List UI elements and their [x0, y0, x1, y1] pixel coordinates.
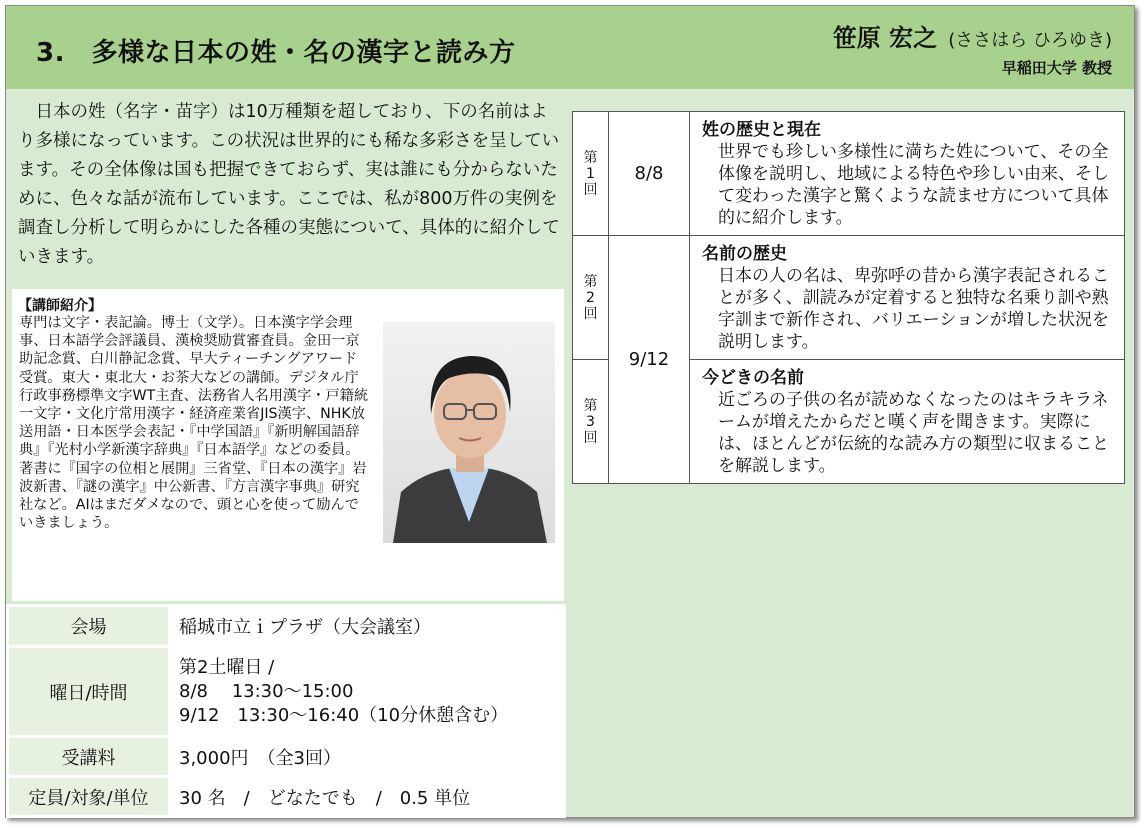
session-number [573, 112, 609, 236]
bio-heading: 【講師紹介】 [18, 298, 102, 314]
fee-label: 受講料 [8, 737, 170, 777]
lecturer-bio [12, 289, 564, 601]
course-flyer [5, 5, 1135, 818]
session-number-text: 第2回 [583, 273, 598, 322]
session-date: 8/8 [609, 112, 690, 236]
course-intro [18, 98, 563, 272]
lecturer-kana: (ささはら ひろゆき) [948, 30, 1112, 51]
course-info-table [6, 604, 566, 818]
session-body: 日本の人の名は、卑弥呼の昔から漢字表記されることが多く、訓読みが定着すると独特な名乗り訓や熟字訓まで新作され、バリエーションが増した状況を説明します。 [718, 266, 1109, 352]
session-description [690, 236, 1125, 360]
time-line: 8/8 13:30～15:00 [179, 680, 354, 702]
session-title: 今どきの名前 [702, 368, 804, 388]
session-number-text: 第1回 [583, 149, 598, 198]
time-line: 第2土曜日 / [179, 656, 275, 678]
session-body: 世界でも珍しい多様性に満ちた姓について、その全体像を説明し、地域による特色や珍しい由来、そして変わった漢字と驚くような読ませ方について具体的に紹介します。 [718, 142, 1109, 228]
time-line: 9/12 13:30～16:40（10分休憩含む） [179, 704, 509, 726]
portrait-image [383, 322, 555, 543]
session-row [573, 112, 1125, 236]
session-body: 近ごろの子供の名が読めなくなったのはキラキラネームが増えたからだと嘆く声を聞きます。実際には、ほとんどが伝統的な読み方の類型に収まることを解説します。 [718, 390, 1109, 476]
lecturer-photo [383, 322, 555, 543]
session-title: 姓の歴史と現在 [702, 120, 821, 140]
time-value [170, 647, 565, 737]
lecturer-name: 笹原 宏之 [832, 24, 938, 52]
session-number [573, 360, 609, 484]
info-row-capacity [8, 777, 565, 817]
session-date: 9/12 [609, 236, 690, 484]
session-title: 名前の歴史 [702, 244, 787, 264]
lecturer-affiliation: 早稲田大学 教授 [1001, 59, 1112, 77]
venue-value: 稲城市立ｉプラザ（大会議室） [170, 606, 565, 647]
session-number [573, 236, 609, 360]
session-number-text: 第3回 [583, 397, 598, 446]
venue-label: 会場 [8, 606, 170, 647]
lecturer-info [833, 18, 1112, 78]
intro-text: 日本の姓（名字・苗字）は10万種類を超しており、下の名前はより多様になっています。この状況は世界的にも稀な多彩さを呈しています。その全体像は国も把握できておらず、実は誰にも分からないために、色々な話が流布しています。ここでは、私が800万件の実例を調査し分析して明らかにした各種の実態について、具体的に紹介していきます。 [18, 102, 560, 267]
session-description [690, 360, 1125, 484]
info-row-venue [8, 606, 565, 647]
session-schedule [572, 111, 1125, 484]
header-bar [6, 6, 1134, 89]
session-row [573, 236, 1125, 360]
info-row-fee [8, 737, 565, 777]
info-row-schedule [8, 647, 565, 737]
bio-text: 専門は文字・表記論。博士（文学）。日本漢字学会理事、日本語学会評議員、漢検奨励賞審査員。金田一京助記念賞、白川静記念賞、早大ティーチングアワード受賞。東大・東北大・お茶大などの講師。デジタル庁行政事務標準文字WT主査、法務省人名用漢字・戸籍統一文字・文化庁常用漢字・経済産業省JIS漢字、NHK放送用語・日本医学会表記・『中学国語』『新明解国語辞典』『光村小学新漢字辞典』『日本語学』などの委員。著書に『国字の位相と展開』三省堂、『日本の漢字』岩波新書、『謎の漢字』中公新書、『方言漢字事典』研究社など。AIはまだダメなので、頭と心を使って励んでいきましょう。 [19, 315, 369, 532]
course-title: 3. 多様な日本の姓・名の漢字と読み方 [36, 38, 516, 68]
time-label: 曜日/時間 [8, 647, 170, 737]
fee-value: 3,000円 （全3回） [170, 737, 565, 777]
capacity-label: 定員/対象/単位 [8, 777, 170, 817]
session-description [690, 112, 1125, 236]
capacity-value: 30 名 / どなたでも / 0.5 単位 [170, 777, 565, 817]
